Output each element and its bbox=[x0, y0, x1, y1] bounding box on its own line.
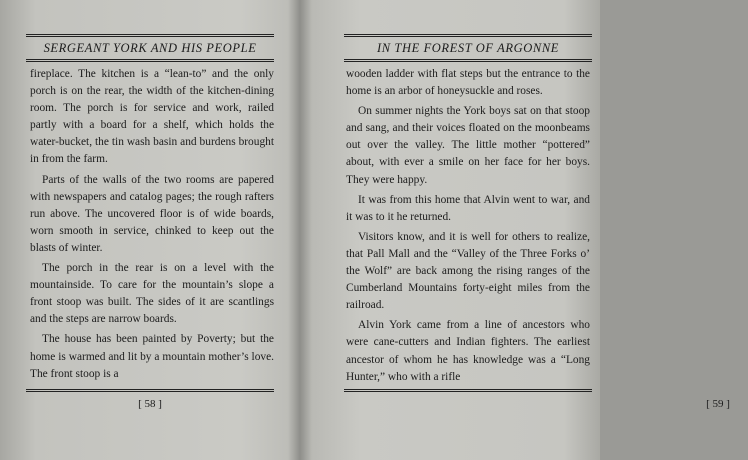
right-page bbox=[300, 0, 730, 460]
right-footer-rule bbox=[344, 389, 592, 394]
paragraph: On summer nights the York boys sat on that stoop and sang, and their voices floated on the moonbeams out over the valley. The little mother “pottered” about, with ever a smile on her face for her boys. They were happy. bbox=[346, 105, 590, 186]
right-page-number: [ 59 ] bbox=[706, 398, 730, 410]
paragraph: The porch in the rear is on a level with the mountainside. To care for the mountain’s slope a front stoop was built. The sides of it are scantlings and the steps are narrow boards. bbox=[30, 262, 274, 326]
paragraph: fireplace. The kitchen is a “lean-to” and the only porch is on the rear, the width of the kitchen-dining room. The porch is for service and work, railed partly with a board for a shelf, which holds the water-bucket, the tin wash basin and burdens brought in from the farm. bbox=[30, 68, 274, 166]
left-page bbox=[0, 0, 300, 460]
paragraph: wooden ladder with flat steps but the entrance to the home is an arbor of honeysuckle and roses. bbox=[346, 68, 590, 98]
paragraph: Parts of the walls of the two rooms are papered with newspapers and catalog pages; the rough rafters run above. The uncovered floor is of wide boards, worn smooth in service, chinked to keep out the blasts of winter. bbox=[30, 173, 274, 254]
right-running-head: IN THE FOREST OF ARGONNE bbox=[344, 34, 592, 62]
paragraph: Visitors know, and it is well for others to realize, that Pall Mall and the “Valley of the Three Forks o’ the Wolf” are back among the rising ranges of the Cumberland Mountains forty-eight miles from the railroad. bbox=[346, 230, 590, 312]
left-page-number: [ 58 ] bbox=[138, 398, 162, 410]
left-footer-rule bbox=[26, 389, 274, 394]
paragraph: It was from this home that Alvin went to war, and it was to it he returned. bbox=[346, 193, 590, 223]
paragraph: Alvin York came from a line of ancestors who were cane-cutters and Indian fighters. The earliest ancestor of whom he has knowledge was a “Long Hunter,” who with a rifle bbox=[346, 319, 590, 383]
right-body-text bbox=[346, 66, 590, 389]
paragraph: The house has been painted by Poverty; but the home is warmed and lit by a mountain mother’s love. The front stoop is a bbox=[30, 333, 274, 380]
left-body-text bbox=[30, 66, 274, 386]
left-running-head: SERGEANT YORK AND HIS PEOPLE bbox=[26, 34, 274, 62]
